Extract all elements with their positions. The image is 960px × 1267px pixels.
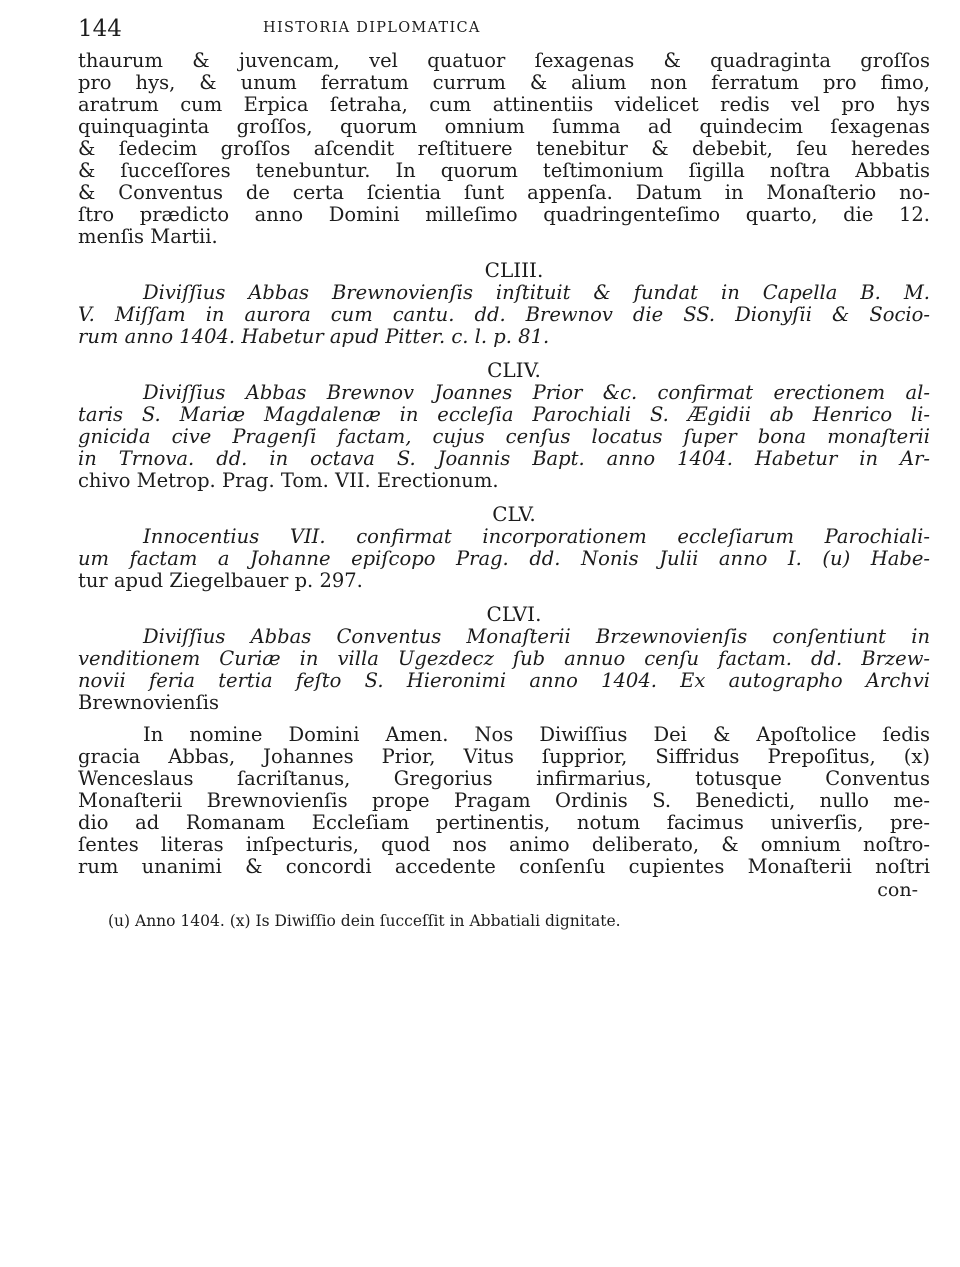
- charter-line: gracia Abbas, Johannes Prior, Vitus ſupprior, Siffridus Prepoſitus, (x): [78, 745, 930, 768]
- entry-line: Innocentius VII. confirmat incorporationem eccleſiarum Parochiali-: [143, 525, 930, 548]
- text-line: & ſucceſſores tenebuntur. In quorum teſtimonium ſigilla noſtra Abbatis: [78, 159, 930, 182]
- charter-line: Monaſterii Brewnovienſis prope Pragam Ordinis S. Benedicti, nullo me-: [78, 789, 930, 812]
- text-line: & Conventus de certa ſcientia ſunt appenſa. Datum in Monaſterio no-: [78, 181, 930, 204]
- charter-line: In nomine Domini Amen. Nos Diwiſſius Dei & Apoſtolice ſedis: [143, 723, 930, 746]
- entry-line: Diviſſius Abbas Conventus Monaſterii Brzewnovienſis conſentiunt in: [143, 625, 930, 648]
- entry-number: CLVI.: [486, 602, 542, 626]
- text-line: thaurum & juvencam, vel quatuor ſexagenas & quadraginta groſſos: [78, 49, 930, 72]
- charter-line: rum unanimi & concordi accedente conſenſu cupientes Monaſterii noſtri: [78, 855, 930, 878]
- entry-number: CLIV.: [487, 358, 541, 382]
- entry-number: CLIII.: [484, 258, 544, 282]
- entry-line: tur apud Ziegelbauer p. 297.: [78, 569, 363, 592]
- text-line: aratrum cum Erpica ſetraha, cum attinentiis videlicet redis vel pro hys: [78, 93, 930, 116]
- charter-text: [78, 724, 930, 878]
- charter-line: Wenceslaus ſacriſtanus, Gregorius infirmarius, totusque Conventus: [78, 767, 930, 790]
- entry-clvi: [78, 602, 930, 714]
- entry-line: chivo Metrop. Prag. Tom. VII. Erectionum.: [78, 469, 499, 492]
- entry-line: V. Miſſam in aurora cum cantu. dd. Brewnov die SS. Dionyſii & Socio-: [78, 303, 930, 326]
- intro-text: [78, 50, 930, 248]
- entry-line: Diviſſius Abbas Brewnov Joannes Prior &c. confirmat erectionem al-: [143, 381, 930, 404]
- text-line: ſtro prædicto anno Domini milleſimo quadringenteſimo quarto, die 12.: [78, 203, 930, 226]
- entry-line: rum anno 1404. Habetur apud Pitter. c. l. p. 81.: [78, 325, 550, 348]
- entry-line: venditionem Curiæ in villa Ugezdecz ſub annuo cenſu factam. dd. Brzew-: [78, 647, 930, 670]
- page-header: [78, 14, 930, 50]
- entry-line: taris S. Mariæ Magdalenæ in eccleſia Parochiali S. Ægidii ab Henrico li-: [78, 403, 930, 426]
- entry-line: Brewnovienſis: [78, 691, 219, 714]
- page-number: 144: [78, 16, 122, 42]
- text-line: & ſedecim groſſos aſcendit reſtituere tenebitur & debebit, ſeu heredes: [78, 137, 930, 160]
- running-title: HISTORIA DIPLOMATICA: [263, 20, 481, 36]
- entry-line: gnicida cive Pragenſi factam, cujus cenſus locatus ſuper bona monaſterii: [78, 425, 930, 448]
- entry-line: um factam a Johanne epiſcopo Prag. dd. Nonis Julii anno I. (u) Habe-: [78, 547, 930, 570]
- charter-line: ſentes literas inſpecturis, quod nos animo deliberato, & omnium noſtro-: [78, 833, 930, 856]
- entry-line: Diviſſius Abbas Brewnovienſis inſtituit & fundat in Capella B. M.: [143, 281, 930, 304]
- entry-cliv: [78, 358, 930, 492]
- entry-cliii: [78, 258, 930, 348]
- footnotes: (u) Anno 1404. (x) Is Diwiſſio dein ſucceſſit in Abbatiali dignitate.: [108, 912, 621, 930]
- text-line: pro hys, & unum ferratum currum & alium non ferratum pro fimo,: [78, 71, 930, 94]
- entry-number: CLV.: [492, 502, 536, 526]
- text-line: quinquaginta groſſos, quorum omnium ſumma ad quindecim ſexagenas: [78, 115, 930, 138]
- entry-clv: [78, 502, 930, 592]
- catchword: con-: [877, 879, 918, 901]
- entry-line: in Trnova. dd. in octava S. Joannis Bapt. anno 1404. Habetur in Ar-: [78, 447, 930, 470]
- entry-line: novii feria tertia feſto S. Hieronimi anno 1404. Ex autographo Archvi: [78, 669, 930, 692]
- text-line: menſis Martii.: [78, 225, 218, 248]
- charter-line: dio ad Romanam Eccleſiam pertinentis, notum facimus univerſis, pre-: [78, 811, 930, 834]
